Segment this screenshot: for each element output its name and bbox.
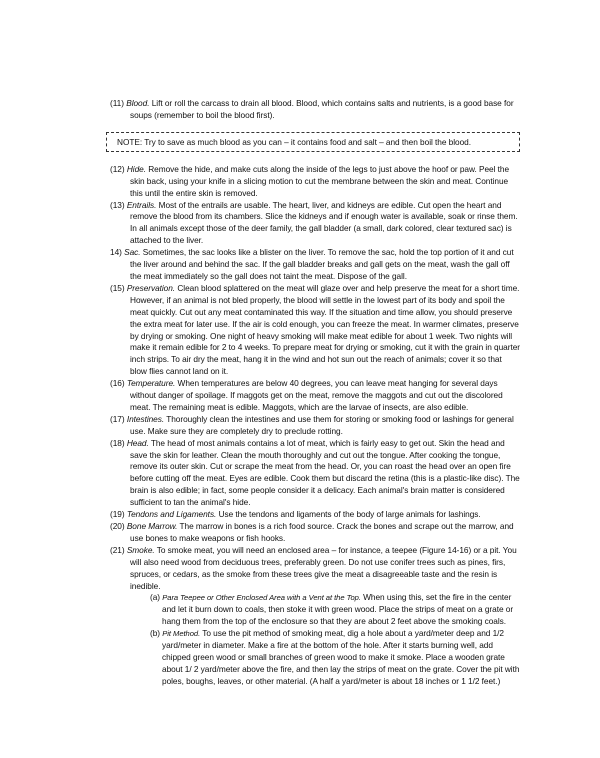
item-text: Clean blood splattered on the meat will glaze over and help preserve the meat for a short time. However, if an animal is not bled properly, the blood will settle in the lowest part of its body and spoil the meat quickly. Cut out any meat contaminated this way. If the situation and time allow, you should preserve the extra meat for later use. If the air is cold enough, you can freeze the meat. In warmer climates, preserve by drying or smoking. One night of heavy smoking will make meat edible for about 1 week. Two nights will make it remain edible for 2 to 4 weeks. To prepare meat for drying or smoking, cut it with the grain in quarter inch strips. To air dry the meat, hang it in the wind and hot sun out the reach of animals; cover it so that blow flies cannot land on it.	[130, 282, 520, 377]
item-smoke	[110, 545, 520, 593]
item-text: Sometimes, the sac looks like a blister on the liver. To remove the sac, hold the top portion of it and cut the liver around and behind the sac. If the gall bladder breaks and gall gets on the meat, wash the gall off the meat immediately so the gall does not taint the meat. Dispose of the gall.	[130, 247, 514, 281]
item-title: Intestines.	[126, 413, 165, 424]
item-text: When temperatures are below 40 degrees, you can leave meat hanging for several days without danger of spoilage. If maggots get on the meat, remove the maggots and cut out the discolored meat. The remaining meat is edible. Maggots, which are the larvae of insects, are also edible.	[130, 378, 503, 412]
note-box: NOTE: Try to save as much blood as you can – it contains food and salt – and then boil the blood.	[106, 132, 520, 152]
item-entrails	[110, 200, 520, 248]
item-bone-marrow	[110, 521, 520, 545]
item-text: Use the tendons and ligaments of the body of large animals for lashings.	[218, 509, 481, 520]
item-text: Most of the entrails are usable. The heart, liver, and kidneys are edible. Cut open the heart and remove the blood from its chambers. Slice the kidneys and if enough water is available, soak or rinse them. In all animals except those of the deer family, the gall bladder (a small, dark colored, clear textured sac) is attached to the liver.	[130, 199, 518, 246]
item-temperature	[110, 378, 520, 414]
item-number: (11)	[110, 98, 124, 108]
item-title: Bone Marrow.	[126, 521, 178, 531]
item-title: Sac.	[124, 247, 141, 258]
item-text: Lift or roll the carcass to drain all blood. Blood, which contains salts and nutrients, is a good base for soups (remember to boil the blood first).	[130, 98, 514, 120]
item-title: Head.	[126, 437, 149, 448]
item-title: Entrails.	[126, 199, 157, 210]
item-text: Thoroughly clean the intestines and use them for storing or smoking food or lashings for general use. Make sure they are completely dry to preclude rotting.	[130, 413, 514, 436]
item-text: To smoke meat, you will need an enclosed area – for instance, a teepee (Figure 14-16) or a pit. You will also need wood from deciduous trees, preferably green. Do not use conifer trees such as pines, firs, spruces, or cedars, as the smoke from these trees give the meat a disagreeable taste and the resin is inedible.	[130, 544, 517, 591]
item-title: Smoke.	[126, 544, 155, 555]
item-number: (17)	[110, 413, 125, 424]
subitem-text: When using this, set the fire in the center and let it burn down to coals, then stoke it with green wood. Place the strips of meat on a grate or hang them from the top of the enclosure so that they are about 2 feet above the smoking coals.	[162, 592, 514, 627]
subitem-title: Para Teepee or Other Enclosed Area with a Vent at the Top.	[162, 593, 361, 603]
item-number: (20)	[110, 521, 125, 531]
subitem-title: Pit Method.	[162, 629, 201, 639]
item-text: Remove the hide, and make cuts along the inside of the legs to just above the hoof or paw. Peel the skin back, using your knife in a slicing motion to cut the membrane between the skin and meat. Continue this until the entire skin is removed.	[130, 163, 510, 198]
item-number: 14)	[110, 247, 122, 258]
document-body	[110, 98, 520, 688]
item-hide	[110, 164, 520, 200]
item-title: Preservation.	[126, 282, 176, 293]
item-number: (19)	[110, 509, 125, 520]
item-title: Tendons and Ligaments.	[126, 509, 217, 520]
item-title: Temperature.	[126, 378, 176, 389]
item-title: Hide.	[126, 163, 146, 174]
item-preservation	[110, 283, 520, 378]
item-text: The marrow in bones is a rich food source. Crack the bones and scrape out the marrow, and use bones to make weapons or fish hooks.	[130, 521, 514, 543]
item-number: (13)	[110, 199, 125, 210]
item-intestines	[110, 414, 520, 438]
subitem-text: To use the pit method of smoking meat, dig a hole about a yard/meter deep and 1/2 yard/meter in diameter. Make a fire at the bottom of the hole. After it starts burning well, add chipped green wood or small branches of green wood to make it smoke. Place a wooden grate about 1/ 2 yard/meter above the fire, and then lay the strips of meat on the grate. Cover the pit with poles, boughs, leaves, or other material. (A half a yard/meter is about 18 inches or 1 1/2 feet.)	[162, 628, 520, 686]
item-number: (18)	[110, 437, 125, 448]
item-tendons	[110, 509, 520, 521]
item-number: (12)	[110, 163, 125, 174]
item-head	[110, 438, 520, 509]
item-number: (21)	[110, 544, 125, 555]
item-title: Blood.	[126, 98, 150, 108]
subitem-number: (a)	[150, 592, 160, 603]
item-number: (15)	[110, 282, 125, 293]
item-sac	[110, 247, 520, 283]
subitem-teepee	[122, 592, 520, 628]
item-number: (16)	[110, 378, 125, 389]
subitem-pit-method	[122, 628, 520, 688]
subitem-number: (b)	[150, 628, 160, 639]
item-blood	[110, 98, 520, 122]
item-text: The head of most animals contains a lot of meat, which is fairly easy to get out. Skin the head and save the skin for leather. Clean the mouth thoroughly and cut out the tongue. After cooking the tongue, remove its outer skin. Cut or scrape the meat from the head. Or, you can roast the head over an open fire before cutting off the meat. Eyes are edible. Cook them but discard the retina (this is a plastic-like disc). The brain is also edible; in fact, some people consider it a delicacy. Each animal's brain matter is considered sufficient to tan the animal's hide.	[130, 437, 520, 508]
